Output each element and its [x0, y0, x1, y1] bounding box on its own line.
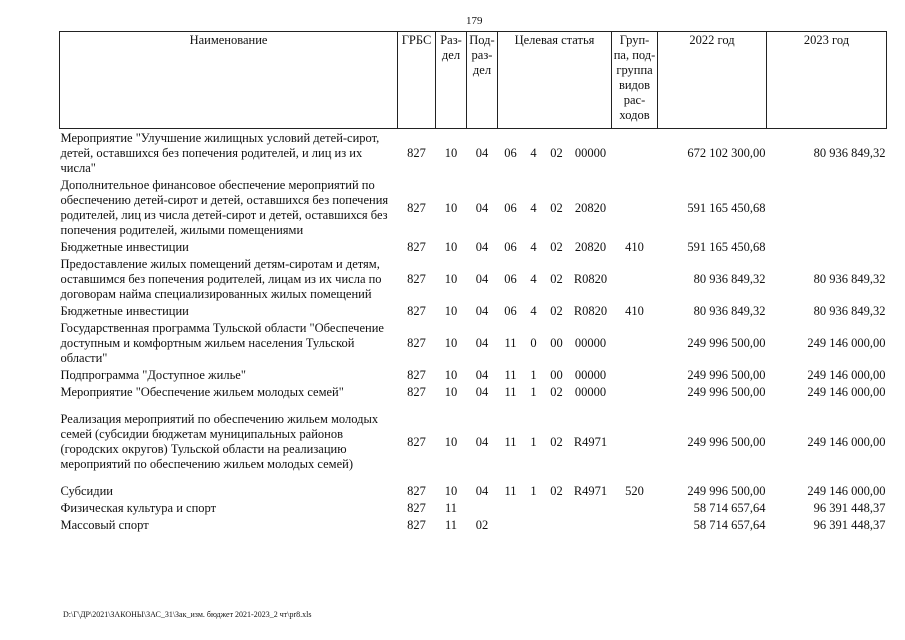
- row-grbs: 827: [407, 501, 426, 515]
- row-target-event: 02: [550, 304, 563, 318]
- budget-table: [59, 31, 887, 533]
- row-name: Мероприятие "Улучшение жилищных условий детей-сирот, детей, оставшихся без попечения родителей, и лиц из их числа": [60, 131, 380, 175]
- row-target-program: 11: [504, 434, 517, 449]
- header-year-2022: 2022 год: [658, 32, 767, 129]
- row-name: Массовый спорт: [60, 518, 149, 532]
- row-amount-2023: 80 936 849,32: [813, 304, 886, 318]
- row-expense-group: [612, 410, 658, 472]
- spacer-row: [60, 472, 887, 482]
- row-target-program: 06: [504, 240, 517, 254]
- row-amount-2022: 58 714 657,64: [693, 518, 766, 532]
- row-podrazdel: 04: [475, 368, 489, 382]
- row-target-event: 00: [550, 336, 563, 350]
- row-grbs: 827: [407, 146, 426, 160]
- row-target-direction: R4971: [573, 434, 608, 449]
- row-target-program: 11: [504, 385, 517, 399]
- row-target-direction: 00000: [574, 385, 607, 399]
- row-amount-2022: 249 996 500,00: [687, 336, 766, 350]
- row-target-program: 06: [504, 304, 517, 318]
- row-expense-group: [612, 366, 658, 383]
- header-expense-group: Груп- па, под- группа видов рас- ходов: [612, 32, 658, 129]
- row-target-direction: 20820: [574, 200, 607, 215]
- row-grbs: 827: [407, 272, 426, 286]
- row-razdel: 10: [444, 146, 458, 160]
- row-grbs: 827: [407, 240, 426, 254]
- table-row: [60, 499, 887, 516]
- row-podrazdel: 04: [475, 336, 489, 350]
- table-row: [60, 383, 887, 400]
- row-razdel: 10: [444, 200, 458, 215]
- row-razdel: 10: [444, 304, 458, 318]
- row-target-event: 02: [550, 484, 563, 498]
- row-grbs: 827: [407, 304, 426, 318]
- table-row: [60, 238, 887, 255]
- row-razdel: 11: [444, 501, 458, 515]
- row-target-event: [544, 499, 570, 516]
- row-amount-2023: 249 146 000,00: [807, 368, 886, 382]
- row-podrazdel: 04: [475, 385, 489, 399]
- row-razdel: 10: [444, 368, 458, 382]
- row-expense-group: [612, 319, 658, 366]
- row-amount-2022: 249 996 500,00: [687, 385, 766, 399]
- row-expense-group: [612, 255, 658, 302]
- file-path-footer: D:\Г\ДР\2021\ЗАКОНЫ\ЗАС_31\Зак_изм. бюджет 2021-2023_2 чт\pr8.xls: [63, 610, 312, 619]
- row-grbs: 827: [407, 518, 426, 532]
- row-expense-group: 410: [625, 240, 644, 254]
- row-podrazdel: 02: [475, 518, 489, 532]
- row-podrazdel: 04: [475, 484, 489, 498]
- row-amount-2022: 58 714 657,64: [693, 501, 766, 515]
- row-target-program: 11: [504, 368, 517, 382]
- row-target-subprogram: 4: [530, 272, 537, 286]
- row-name: Субсидии: [60, 484, 113, 498]
- row-razdel: 10: [444, 385, 458, 399]
- table-row: [60, 302, 887, 319]
- row-expense-group: [612, 499, 658, 516]
- row-name: Физическая культура и спорт: [60, 501, 217, 515]
- row-target-event: 02: [550, 434, 563, 449]
- row-razdel: 10: [444, 240, 458, 254]
- row-razdel: 10: [444, 484, 458, 498]
- row-amount-2022: 672 102 300,00: [687, 146, 766, 160]
- row-amount-2023: [767, 238, 887, 255]
- row-grbs: 827: [407, 368, 426, 382]
- row-expense-group: 520: [625, 484, 644, 498]
- row-expense-group: [612, 516, 658, 533]
- row-target-program: [498, 516, 524, 533]
- row-expense-group: 410: [625, 304, 644, 318]
- row-target-direction: 00000: [574, 368, 607, 382]
- row-target-direction: R0820: [573, 272, 608, 286]
- row-grbs: 827: [407, 434, 426, 449]
- row-target-program: 11: [504, 484, 517, 498]
- row-name: Предоставление жилых помещений детям-сиротам и детям, оставшимся без попечения родителей, лицам из их числа по договорам найма специализированных жилых помещений: [60, 257, 382, 301]
- row-target-program: 06: [504, 200, 517, 215]
- header-razdel: Раз- дел: [436, 32, 467, 129]
- row-amount-2022: 80 936 849,32: [693, 304, 766, 318]
- row-amount-2022: 249 996 500,00: [687, 368, 766, 382]
- row-podrazdel: 04: [475, 240, 489, 254]
- row-target-direction: R0820: [573, 304, 608, 318]
- table-row: [60, 482, 887, 499]
- table-row: [60, 176, 887, 238]
- row-podrazdel: [467, 499, 498, 516]
- spacer-row: [60, 400, 887, 410]
- row-amount-2022: 591 165 450,68: [687, 240, 766, 254]
- row-podrazdel: 04: [475, 200, 489, 215]
- table-row: [60, 410, 887, 472]
- table-row: [60, 516, 887, 533]
- header-grbs: ГРБС: [398, 32, 436, 129]
- row-target-subprogram: 1: [530, 368, 537, 382]
- row-razdel: 11: [444, 518, 458, 532]
- row-target-subprogram: 4: [530, 304, 537, 318]
- header-year-2023: 2023 год: [767, 32, 887, 129]
- row-grbs: 827: [407, 484, 426, 498]
- row-amount-2023: 80 936 849,32: [813, 272, 886, 286]
- row-amount-2023: 249 146 000,00: [807, 484, 886, 498]
- table-row: [60, 366, 887, 383]
- row-podrazdel: 04: [475, 434, 489, 449]
- row-target-program: 06: [504, 272, 517, 286]
- row-razdel: 10: [444, 434, 458, 449]
- row-amount-2022: 80 936 849,32: [693, 272, 766, 286]
- row-razdel: 10: [444, 272, 458, 286]
- header-name: Наименование: [60, 32, 398, 129]
- row-target-event: 02: [550, 240, 563, 254]
- row-target-event: 02: [550, 272, 563, 286]
- row-amount-2022: 249 996 500,00: [687, 484, 766, 498]
- header-target-article: Целевая статья: [498, 32, 612, 129]
- row-target-event: 02: [550, 385, 563, 399]
- table-body: [60, 129, 887, 534]
- row-amount-2023: 249 146 000,00: [807, 385, 886, 399]
- header-podrazdel: Под- раз- дел: [467, 32, 498, 129]
- row-target-direction: R4971: [573, 484, 608, 498]
- row-name: Реализация мероприятий по обеспечению жильем молодых семей (субсидии бюджетам муниципальных районов (городских округов) Тульской области на реализацию мероприятий по обеспечению жильем молодых семей): [60, 412, 379, 471]
- row-target-subprogram: [524, 499, 544, 516]
- row-target-program: 11: [504, 336, 517, 350]
- row-name: Подпрограмма "Доступное жилье": [60, 368, 246, 382]
- row-target-program: 06: [504, 146, 517, 160]
- row-name: Мероприятие "Обеспечение жильем молодых семей": [60, 385, 344, 399]
- row-podrazdel: 04: [475, 146, 489, 160]
- row-target-direction: [570, 499, 612, 516]
- row-target-program: [498, 499, 524, 516]
- row-target-event: [544, 516, 570, 533]
- row-target-direction: 00000: [574, 146, 607, 160]
- row-expense-group: [612, 383, 658, 400]
- row-amount-2023: 96 391 448,37: [813, 501, 886, 515]
- row-expense-group: [612, 129, 658, 177]
- table-header-row: [60, 32, 887, 129]
- row-target-direction: 20820: [574, 240, 607, 254]
- row-podrazdel: 04: [475, 272, 489, 286]
- row-target-event: 00: [550, 368, 563, 382]
- row-target-event: 02: [550, 146, 563, 160]
- row-expense-group: [612, 176, 658, 238]
- page-number: 179: [466, 15, 483, 27]
- row-target-subprogram: [524, 516, 544, 533]
- row-amount-2023: 80 936 849,32: [813, 146, 886, 160]
- row-amount-2023: [767, 176, 887, 238]
- row-target-subprogram: 4: [530, 200, 537, 215]
- row-target-subprogram: 0: [530, 336, 537, 350]
- row-target-subprogram: 1: [530, 484, 537, 498]
- row-amount-2023: 249 146 000,00: [807, 434, 886, 449]
- row-amount-2023: 249 146 000,00: [807, 336, 886, 350]
- row-amount-2022: 249 996 500,00: [687, 434, 766, 449]
- row-name: Дополнительное финансовое обеспечение мероприятий по обеспечению детей-сирот и детей, оставшихся без попечения родителей, лиц из числа детей-сирот и детей, оставшихся без попечения родителей, жилыми помещениями: [60, 178, 389, 237]
- row-name: Бюджетные инвестиции: [60, 240, 189, 254]
- table-row: [60, 129, 887, 177]
- row-target-subprogram: 4: [530, 240, 537, 254]
- row-target-direction: [570, 516, 612, 533]
- row-target-event: 02: [550, 200, 563, 215]
- row-podrazdel: 04: [475, 304, 489, 318]
- table-row: [60, 255, 887, 302]
- row-grbs: 827: [407, 385, 426, 399]
- row-grbs: 827: [407, 336, 426, 350]
- row-name: Государственная программа Тульской области "Обеспечение доступным и комфортным жильем населения Тульской области": [60, 321, 384, 365]
- row-target-subprogram: 1: [530, 434, 537, 449]
- row-target-subprogram: 1: [530, 385, 537, 399]
- row-amount-2023: 96 391 448,37: [813, 518, 886, 532]
- row-amount-2022: 591 165 450,68: [687, 200, 766, 215]
- row-target-direction: 00000: [574, 336, 607, 350]
- row-grbs: 827: [407, 200, 426, 215]
- row-razdel: 10: [444, 336, 458, 350]
- row-name: Бюджетные инвестиции: [60, 304, 189, 318]
- row-target-subprogram: 4: [530, 146, 537, 160]
- table-row: [60, 319, 887, 366]
